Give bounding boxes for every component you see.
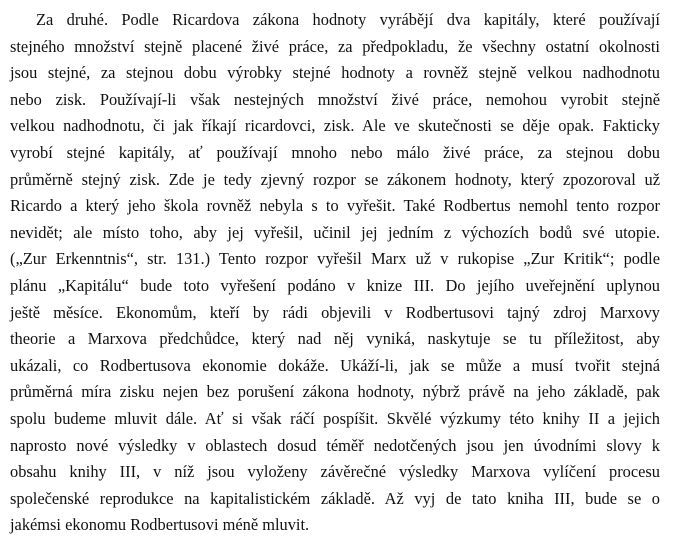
- text-line: Za druhé. Podle Ricardova zákona hodnoty vyrábějí dva kapitály, které používají: [36, 10, 660, 29]
- body-paragraph: [10, 7, 660, 539]
- text-line: velkou nadhodnotu, či jak říkají ricardovci, zisk. Ale ve skutečnosti se děje opak. Fakticky: [10, 116, 660, 136]
- text-page: [10, 7, 660, 539]
- text-line: theorie a Marxova předchůdce, který nad něj vyniká, naskytuje se tu příležitost, aby: [10, 329, 660, 349]
- text-line: spolu budeme mluvit dále. Ať si však ráčí pospíšit. Skvělé výzkumy této knihy II a jejich: [10, 408, 660, 428]
- text-line: jsou stejné, za stejnou dobu výrobky stejné hodnoty a rovněž stejně velkou nadhodnotu: [10, 63, 660, 83]
- text-line: průměrná míra zisku nejen bez porušení zákona hodnoty, nýbrž právě na jeho základě, pak: [10, 382, 660, 402]
- text-line: ukázali, co Rodbertusova ekonomie dokáže. Ukáží-li, jak se může a musí tvořit stejná: [10, 355, 660, 375]
- text-line: ještě měsíce. Ekonomům, kteří by rádi objevili v Rodbertusovi tajný zdroj Marxovy: [10, 302, 660, 322]
- text-line: nebo zisk. Používají-li však nestejných množství živé práce, nemohou vyrobit stejně: [10, 89, 660, 109]
- text-line: průměrně stejný zisk. Zde je tedy zjevný rozpor se zákonem hodnoty, který zpozoroval už: [10, 169, 660, 189]
- text-line: obsahu knihy III, v níž jsou vyloženy závěrečné výsledky Marxova vylíčení procesu: [10, 462, 660, 482]
- text-line: naprosto nové výsledky v oblastech dosud téměř nedotčených jsou jen úvodními slovy k: [10, 435, 660, 455]
- text-line: plánu „Kapitálu“ bude toto vyřešení podáno v knize III. Do jejího uveřejnění uplynou: [10, 275, 660, 295]
- text-line: jakémsi ekonomu Rodbertusovi méně mluvit.: [10, 515, 310, 535]
- text-line: stejného množství stejně placené živé práce, za předpokladu, že všechny ostatní okolnosti: [10, 36, 660, 56]
- text-line: nevidět; ale místo toho, aby jej vyřešil, učinil jej jedním z výchozích bodů své utopie.: [10, 222, 660, 242]
- text-line: („Zur Erkenntnis“, str. 131.) Tento rozpor vyřešil Marx už v rukopise „Zur Kritik“; podle: [10, 249, 660, 269]
- text-line: společenské reprodukce na kapitalistickém základě. Až vyj de tato kniha III, bude se o: [10, 488, 660, 508]
- text-line: vyrobí stejné kapitály, ať používají mnoho nebo málo živé práce, za stejnou dobu: [10, 142, 660, 162]
- text-line: Ricardo a který jeho škola rovněž nebyla s to vyřešit. Také Rodbertus nemohl tento rozpor: [10, 196, 660, 216]
